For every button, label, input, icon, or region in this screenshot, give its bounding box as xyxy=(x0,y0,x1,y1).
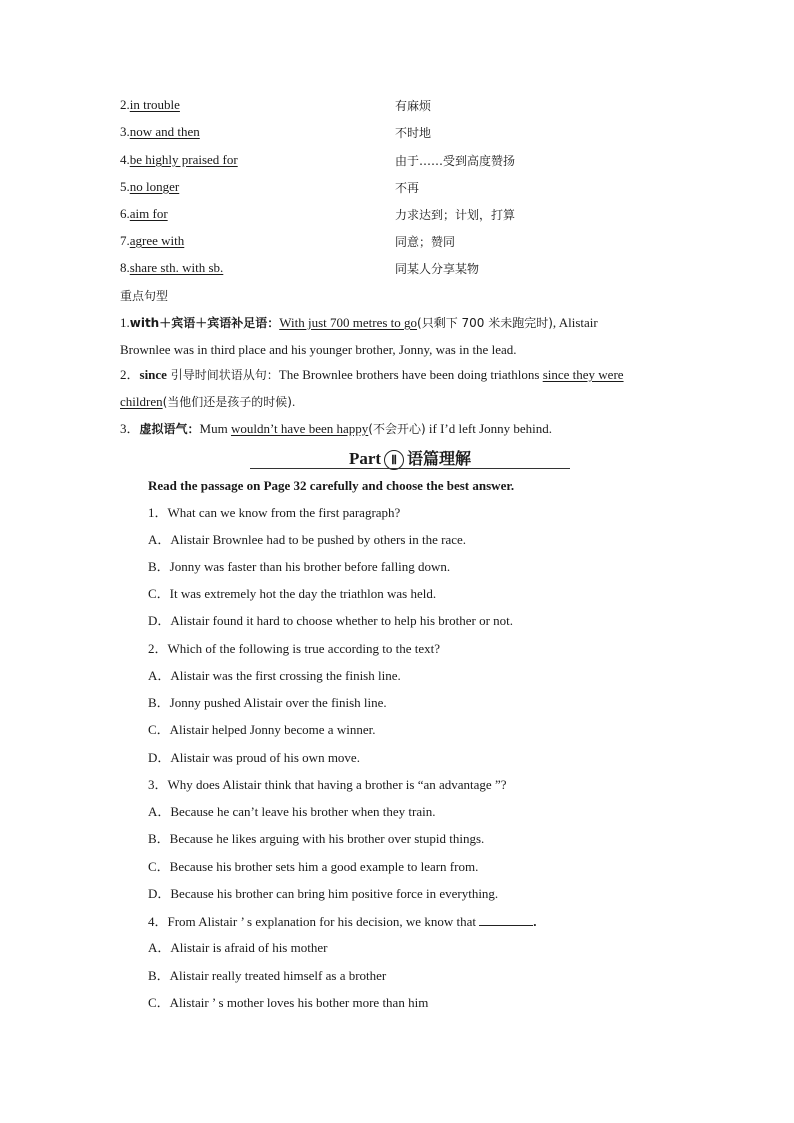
option[interactable]: B．Jonny pushed Alistair over the finish line. xyxy=(148,695,387,710)
sentence-3-key: 虚拟语气： xyxy=(139,422,200,436)
phrase-english: agree with xyxy=(129,233,185,248)
question-1: 1．What can we know from the first paragraph? xyxy=(148,505,401,520)
question-3: 3．Why does Alistair think that having a brother is “an advantage ”? xyxy=(148,777,507,792)
option[interactable]: B．Jonny was faster than his brother before falling down. xyxy=(148,559,451,574)
part-label: Part xyxy=(348,449,382,468)
option[interactable]: C．Alistair helped Jonny become a winner. xyxy=(148,722,376,737)
option[interactable]: A．Alistair is afraid of his mother xyxy=(148,940,328,955)
option[interactable]: A．Because he can’t leave his brother when they train. xyxy=(148,804,436,819)
phrase-english: share sth. with sb. xyxy=(129,260,224,275)
phrase-chinese: 同意；赞同 xyxy=(395,235,456,249)
phrase-english: aim for xyxy=(129,206,168,221)
part-rule xyxy=(250,468,570,469)
phrase-chinese: 由于……受到高度赞扬 xyxy=(395,154,516,168)
phrase-item xyxy=(120,97,680,113)
sentences-heading: 重点句型 xyxy=(120,289,169,303)
sentence-1-underlined: With just 700 metres to go xyxy=(279,315,418,330)
answer-blank xyxy=(479,913,533,926)
phrase-english: now and then xyxy=(129,124,200,139)
option[interactable]: D．Because his brother can bring him positive force in everything. xyxy=(148,886,499,901)
phrase-english: in trouble xyxy=(129,97,180,112)
sentence-3: 3．虚拟语气：Mum wouldn’t have been happy(不会开心) if I’d left Jonny behind. xyxy=(120,421,553,436)
phrase-item xyxy=(120,206,680,222)
option[interactable]: C．Because his brother sets him a good example to learn from. xyxy=(148,859,479,874)
question-4: 4．From Alistair ’ s explanation for his decision, we know that . xyxy=(148,914,537,929)
sentence-1-key: with＋宾语＋宾语补足语： xyxy=(129,316,280,330)
part-roman-numeral: Ⅱ xyxy=(384,450,404,470)
phrase-number: 8. xyxy=(120,260,130,275)
phrase-number: 3. xyxy=(120,124,130,139)
phrase-item xyxy=(120,260,680,276)
phrase-chinese: 不再 xyxy=(395,181,420,195)
sentence-2-key: since xyxy=(139,367,167,382)
phrase-item xyxy=(120,233,680,249)
option[interactable]: C．It was extremely hot the day the triathlon was held. xyxy=(148,586,437,601)
phrase-number: 2. xyxy=(120,97,130,112)
option[interactable]: B．Alistair really treated himself as a brother xyxy=(148,968,387,983)
sentence-2-line-1: 2．since 引导时间状语从句：The Brownlee brothers have been doing triathlons since they were xyxy=(120,367,624,382)
phrase-chinese: 不时地 xyxy=(395,126,432,140)
option[interactable]: A．Alistair Brownlee had to be pushed by others in the race. xyxy=(148,532,467,547)
sentence-1-line-1: 1.with＋宾语＋宾语补足语：With just 700 metres to go(只剩下 700 米未跑完时), Alistair xyxy=(120,315,598,330)
instruction: Read the passage on Page 32 carefully and choose the best answer. xyxy=(148,478,515,493)
option[interactable]: D．Alistair found it hard to choose whether to help his brother or not. xyxy=(148,613,514,628)
part-title-cn: 语篇理解 xyxy=(407,449,472,468)
phrase-chinese: 有麻烦 xyxy=(395,99,432,113)
phrase-english: be highly praised for xyxy=(129,152,238,167)
phrase-item xyxy=(120,124,680,140)
option[interactable]: B．Because he likes arguing with his brother over stupid things. xyxy=(148,831,485,846)
phrase-chinese: 同某人分享某物 xyxy=(395,262,480,276)
phrase-item xyxy=(120,179,680,195)
phrase-number: 5. xyxy=(120,179,130,194)
phrase-number: 7. xyxy=(120,233,130,248)
phrase-chinese: 力求达到；计划，打算 xyxy=(395,208,516,222)
phrase-number: 6. xyxy=(120,206,130,221)
phrase-item xyxy=(120,152,680,168)
option[interactable]: C．Alistair ’ s mother loves his bother more than him xyxy=(148,995,429,1010)
phrase-number: 4. xyxy=(120,152,130,167)
option[interactable]: D．Alistair was proud of his own move. xyxy=(148,750,360,765)
sentence-1-line-2: Brownlee was in third place and his younger brother, Jonny, was in the lead. xyxy=(120,342,517,357)
option[interactable]: A．Alistair was the first crossing the finish line. xyxy=(148,668,401,683)
phrase-english: no longer xyxy=(129,179,180,194)
part-header xyxy=(250,442,570,472)
sentence-2-line-2: children(当他们还是孩子的时候). xyxy=(120,394,296,409)
question-2: 2．Which of the following is true according to the text? xyxy=(148,641,441,656)
